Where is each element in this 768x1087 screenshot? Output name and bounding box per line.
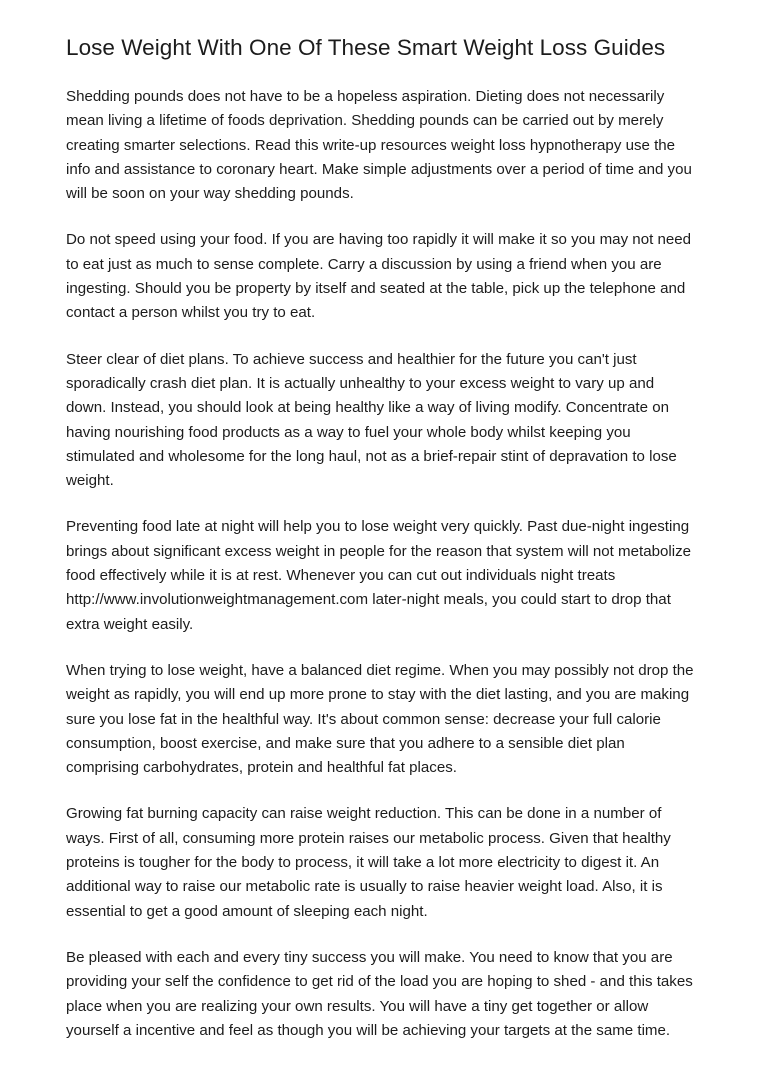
paragraph: Be pleased with each and every tiny success you will make. You need to know that you are providing your self the confidence to get rid of the load you are hoping to shed - and this takes place when you are realizing your own results. You will have a tiny get together or allow yourself a incentive and feel as though you will be achieving your targets at the same time.	[66, 948, 693, 1039]
paragraph: Shedding pounds does not have to be a hopeless aspiration. Dieting does not necessarily mean living a lifetime of foods deprivation. Shedding pounds can be carried out by merely creating smarter selections. Read this write-up resources weight loss hypnotherapy use the info and assistance to coronary heart. Make simple adjustments over a period of time and you will be soon on your way shedding pounds.	[66, 88, 692, 203]
page-title: Lose Weight With One Of These Smart Weight Loss Guides	[66, 35, 666, 60]
paragraph: Do not speed using your food. If you are having too rapidly it will make it so you may not need to eat just as much to sense complete. Carry a discussion by using a friend when you are ingesting. Should you be property by itself and seated at the table, pick up the telephone and contact a person whilst you try to eat.	[66, 231, 692, 322]
paragraph: Preventing food late at night will help you to lose weight very quickly. Past due-night ingesting brings about significant excess weight in people for the reason that system will not metabolize food effectively while it is at rest. Whenever you can cut out individuals night treats http://www.involutionweightmanagement.com later-night meals, you could start to drop that extra weight easily.	[66, 518, 692, 633]
paragraph: Growing fat burning capacity can raise weight reduction. This can be done in a number of ways. First of all, consuming more protein raises our metabolic process. Given that healthy proteins is tougher for the body to process, it will take a lot more electricity to digest it. An additional way to raise our metabolic rate is usually to raise heavier weight load. Also, it is essential to get a good amount of sleeping each night.	[66, 805, 671, 920]
paragraph: Steer clear of diet plans. To achieve success and healthier for the future you can't just sporadically crash diet plan. It is actually unhealthy to your excess weight to vary up and down. Instead, you should look at being healthy like a way of living modify. Concentrate on having nourishing food products as a way to fuel your whole body whilst keeping you stimulated and wholesome for the long haul, not as a brief-repair stint of depravation to lose weight.	[66, 350, 677, 490]
paragraph: When trying to lose weight, have a balanced diet regime. When you may possibly not drop the weight as rapidly, you will end up more prone to stay with the diet lasting, and you are making sure you lose fat in the healthful way. It's about common sense: decrease your full calorie consumption, boost exercise, and make sure that you adhere to a sensible diet plan comprising carbohydrates, protein and healthful fat places.	[66, 661, 694, 777]
